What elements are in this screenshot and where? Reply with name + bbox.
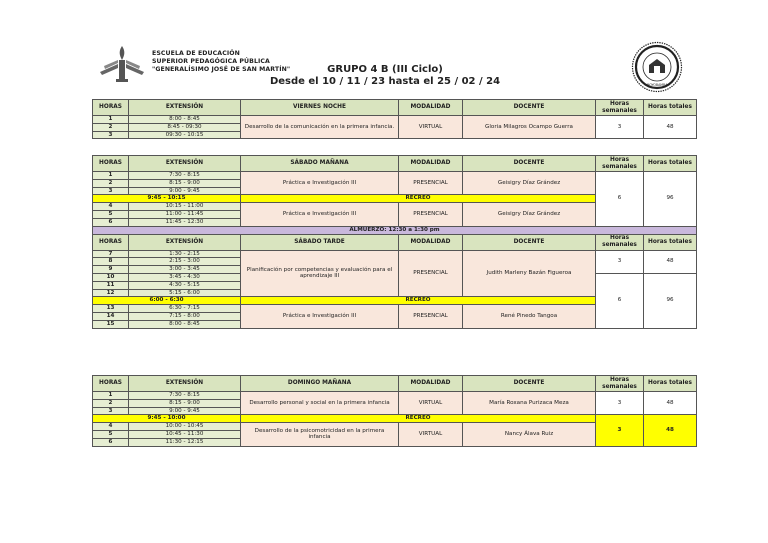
col-horas-totales: Horas totales <box>644 376 697 392</box>
table-header-row <box>93 100 697 116</box>
col-extension: EXTENSIÓN <box>129 234 241 250</box>
col-horas: HORAS <box>93 100 129 116</box>
col-day: VIERNES NOCHE <box>241 100 399 116</box>
hour-number: 12 <box>93 289 129 297</box>
time-range: 10:45 - 11:30 <box>129 430 241 438</box>
modality: VIRTUAL <box>399 392 463 415</box>
table-row <box>93 250 697 258</box>
table-header-row <box>93 234 697 250</box>
weekly-hours: 6 <box>596 172 644 227</box>
hour-number: 6 <box>93 218 129 226</box>
total-hours: 96 <box>644 172 697 227</box>
hour-number: 11 <box>93 281 129 289</box>
teacher: René Pinedo Tangoa <box>463 305 596 328</box>
hour-number: 3 <box>93 187 129 195</box>
recreo-label: RECREO <box>241 415 596 423</box>
col-day: SÁBADO TARDE <box>241 234 399 250</box>
col-docente: DOCENTE <box>463 234 596 250</box>
table-sabado <box>92 155 697 329</box>
col-horas: HORAS <box>93 234 129 250</box>
hour-number: 1 <box>93 392 129 400</box>
time-range: 1:30 - 2:15 <box>129 250 241 258</box>
time-range: 9:00 - 9:45 <box>129 187 241 195</box>
school-name-line2: SUPERIOR PEDAGÓGICA PÚBLICA <box>152 58 270 65</box>
hour-number: 10 <box>93 273 129 281</box>
hour-number: 3 <box>93 131 129 139</box>
course-name: Desarrollo de la comunicación en la primera infancia. <box>241 116 399 139</box>
course-name: Desarrollo de la psicomotricidad en la primera infancia <box>241 423 399 446</box>
seal-text: MOYOBAMBA <box>646 83 668 87</box>
teacher: Nancy Álava Ruiz <box>463 423 596 446</box>
time-range: 7:30 - 8:15 <box>129 172 241 180</box>
course-name: Planificación por competencias y evaluación para el aprendizaje III <box>241 250 399 297</box>
total-hours: 48 <box>644 116 697 139</box>
col-horas: HORAS <box>93 156 129 172</box>
time-range: 2:15 - 3:00 <box>129 258 241 266</box>
time-range: 7:30 - 8:15 <box>129 392 241 400</box>
time-range: 4:30 - 5:15 <box>129 281 241 289</box>
teacher: Judith Marleny Bazán Figueroa <box>463 250 596 297</box>
col-modalidad: MODALIDAD <box>399 100 463 116</box>
school-name-line1: ESCUELA DE EDUCACIÓN <box>152 50 240 57</box>
hour-number: 3 <box>93 407 129 415</box>
hour-number: 4 <box>93 203 129 211</box>
hour-number: 7 <box>93 250 129 258</box>
modality: PRESENCIAL <box>399 172 463 195</box>
teacher: Gloria Milagros Ocampo Guerra <box>463 116 596 139</box>
time-range: 09:30 - 10:15 <box>129 131 241 139</box>
time-range: 3:00 - 3:45 <box>129 266 241 274</box>
table-row <box>93 172 697 180</box>
table-domingo <box>92 375 697 447</box>
hour-number: 5 <box>93 430 129 438</box>
teacher: María Roxana Purizaca Meza <box>463 392 596 415</box>
institution-seal-icon <box>631 41 683 93</box>
col-day: SÁBADO MAÑANA <box>241 156 399 172</box>
col-day: DOMINGO MAÑANA <box>241 376 399 392</box>
weekly-hours: 6 <box>596 273 644 328</box>
col-horas-semanales: Horas semanales <box>596 100 644 116</box>
weekly-hours: 3 <box>596 392 644 415</box>
hour-number: 2 <box>93 399 129 407</box>
col-horas-totales: Horas totales <box>644 100 697 116</box>
school-name-line3: "GENERALÍSIMO JOSÉ DE SAN MARTÍN" <box>152 66 291 73</box>
col-horas-semanales: Horas semanales <box>596 376 644 392</box>
lunch-row <box>93 226 697 234</box>
hour-number: 9 <box>93 266 129 274</box>
time-range: 6:30 - 7:15 <box>129 305 241 313</box>
time-range: 9:00 - 9:45 <box>129 407 241 415</box>
total-hours: 48 <box>644 415 697 446</box>
col-docente: DOCENTE <box>463 156 596 172</box>
total-hours: 96 <box>644 273 697 328</box>
total-hours: 48 <box>644 250 697 273</box>
date-range: Desde el 10 / 11 / 23 hasta el 25 / 02 / 24 <box>269 76 501 87</box>
col-horas-semanales: Horas semanales <box>596 234 644 250</box>
col-modalidad: MODALIDAD <box>399 156 463 172</box>
time-range: 3:45 - 4:30 <box>129 273 241 281</box>
document-header <box>0 0 768 100</box>
col-modalidad: MODALIDAD <box>399 234 463 250</box>
weekly-hours: 3 <box>596 415 644 446</box>
modality: PRESENCIAL <box>399 305 463 328</box>
col-horas-semanales: Horas semanales <box>596 156 644 172</box>
col-docente: DOCENTE <box>463 100 596 116</box>
time-range: 8:45 - 09:30 <box>129 123 241 131</box>
time-range: 11:45 - 12:30 <box>129 218 241 226</box>
time-range: 8:00 - 8:45 <box>129 116 241 124</box>
time-range: 8:15 - 9:00 <box>129 179 241 187</box>
col-modalidad: MODALIDAD <box>399 376 463 392</box>
col-horas-totales: Horas totales <box>644 156 697 172</box>
table-viernes-noche <box>92 99 697 139</box>
weekly-hours: 3 <box>596 116 644 139</box>
course-name: Práctica e Investigación III <box>241 305 399 328</box>
course-name: Desarrollo personal y social en la primera infancia <box>241 392 399 415</box>
time-range: 5:15 - 6:00 <box>129 289 241 297</box>
course-name: Práctica e Investigación III <box>241 203 399 226</box>
col-extension: EXTENSIÓN <box>129 100 241 116</box>
recreo-label: RECREO <box>241 195 596 203</box>
weekly-hours: 3 <box>596 250 644 273</box>
hour-number: 5 <box>93 210 129 218</box>
time-range: 10:15 - 11:00 <box>129 203 241 211</box>
hour-number: 8 <box>93 258 129 266</box>
table-row <box>93 392 697 400</box>
recreo-label: RECREO <box>241 297 596 305</box>
col-extension: EXTENSIÓN <box>129 376 241 392</box>
teacher: Geisigry Díaz Grández <box>463 203 596 226</box>
recreo-time: 6:00 - 6:30 <box>93 297 241 305</box>
col-horas: HORAS <box>93 376 129 392</box>
recreo-row <box>93 415 697 423</box>
hour-number: 1 <box>93 116 129 124</box>
table-header-row <box>93 376 697 392</box>
recreo-time: 9:45 - 10:15 <box>93 195 241 203</box>
time-range: 8:00 - 8:45 <box>129 320 241 328</box>
hour-number: 1 <box>93 172 129 180</box>
hour-number: 15 <box>93 320 129 328</box>
modality: VIRTUAL <box>399 423 463 446</box>
hour-number: 2 <box>93 179 129 187</box>
time-range: 10:00 - 10:45 <box>129 423 241 431</box>
col-extension: EXTENSIÓN <box>129 156 241 172</box>
total-hours: 48 <box>644 392 697 415</box>
teacher: Geisigry Díaz Grández <box>463 172 596 195</box>
recreo-time: 9:45 - 10:00 <box>93 415 241 423</box>
hour-number: 2 <box>93 123 129 131</box>
hour-number: 6 <box>93 438 129 446</box>
torch-logo-icon <box>94 42 150 84</box>
lunch-label: ALMUERZO: 12:30 a 1:30 pm <box>93 226 697 234</box>
table-header-row <box>93 156 697 172</box>
time-range: 7:15 - 8:00 <box>129 312 241 320</box>
col-docente: DOCENTE <box>463 376 596 392</box>
course-name: Práctica e Investigación III <box>241 172 399 195</box>
hour-number: 14 <box>93 312 129 320</box>
schedule-title <box>250 64 520 88</box>
time-range: 8:15 - 9:00 <box>129 399 241 407</box>
modality: PRESENCIAL <box>399 250 463 297</box>
col-horas-totales: Horas totales <box>644 234 697 250</box>
modality: PRESENCIAL <box>399 203 463 226</box>
group-title: GRUPO 4 B (III Ciclo) <box>327 64 443 75</box>
hour-number: 13 <box>93 305 129 313</box>
hour-number: 4 <box>93 423 129 431</box>
time-range: 11:00 - 11:45 <box>129 210 241 218</box>
table-row <box>93 116 697 124</box>
modality: VIRTUAL <box>399 116 463 139</box>
time-range: 11:30 - 12:15 <box>129 438 241 446</box>
